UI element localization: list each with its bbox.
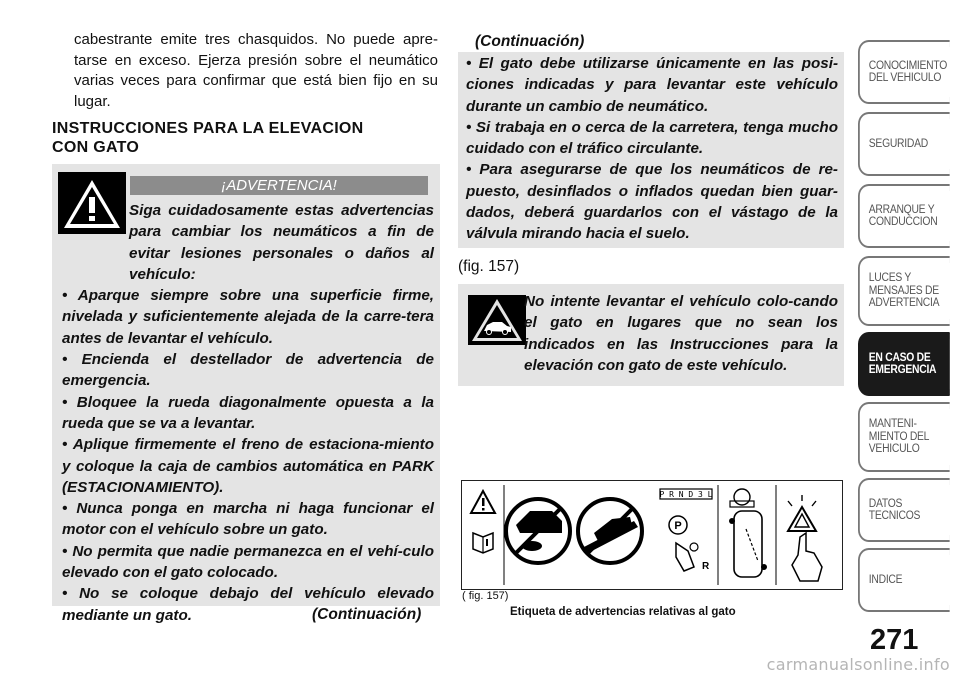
figure-number: ( fig. 157) xyxy=(462,590,509,602)
no-slope-jack-icon xyxy=(578,499,642,563)
tab-label-line: VEHICULO xyxy=(868,443,920,456)
continued-label: (Continuación) xyxy=(475,33,585,50)
tab-luces-y-mensajes[interactable] xyxy=(858,256,950,326)
warning-text xyxy=(62,200,434,626)
gear-selector-park-icon xyxy=(660,489,713,572)
tab-arranque-y-conduccion[interactable] xyxy=(858,184,950,248)
section-title xyxy=(52,119,432,157)
page-number: 271 xyxy=(870,624,919,656)
jack-position-icon xyxy=(729,489,767,577)
warning-continuation-text xyxy=(466,53,838,245)
warning-bullet: • Bloquee la rueda diagonalmente opuesta a la rueda que se va a levantar. xyxy=(62,393,434,432)
tab-label-line: MENSAJES DE xyxy=(868,284,939,297)
tab-label-line: ARRANQUE Y xyxy=(868,203,935,216)
jack-label-drawing xyxy=(462,481,842,589)
watermark: carmanualsonline.info xyxy=(766,655,950,674)
tab-label-line: MIENTO DEL xyxy=(868,430,930,443)
warning-bullet: • No permita que nadie permanezca en el vehí-culo elevado con el gato colocado. xyxy=(62,542,434,582)
warning-heading: ¡ADVERTENCIA! xyxy=(130,176,428,195)
tab-indice[interactable] xyxy=(858,548,950,612)
warning-bullet: • Encienda el destellador de advertencia de emergencia. xyxy=(62,351,434,390)
tab-label-line: TECNICOS xyxy=(868,510,921,522)
tab-mantenimiento-del-vehiculo[interactable] xyxy=(858,402,950,472)
reverse-symbol: R xyxy=(702,561,710,572)
tab-label-line: EN CASO DE xyxy=(868,351,931,364)
tab-label-line: DATOS xyxy=(868,497,903,510)
figure-reference: (fig. 157) xyxy=(458,258,520,275)
caution-text xyxy=(466,291,838,376)
no-crawl-under-vehicle-icon xyxy=(506,499,570,563)
continued-label: (Continuación) xyxy=(312,606,422,623)
tab-label-line: EMERGENCIA xyxy=(868,364,937,376)
section-title-line: INSTRUCCIONES PARA LA ELEVACION xyxy=(52,120,364,137)
tab-label-line: LUCES Y xyxy=(868,272,912,285)
gear-label: P R N D 3 L xyxy=(659,490,713,499)
tab-conocimiento-del-vehiculo[interactable] xyxy=(858,40,950,104)
manual-book-icon xyxy=(473,533,493,553)
warning-bullet: • Nunca ponga en marcha ni haga funcionar el motor con el vehículo sobre un gato. xyxy=(62,500,434,539)
hazard-flasher-icon xyxy=(788,495,822,581)
section-title-line: CON GATO xyxy=(52,139,140,156)
warning-bullet: • No se coloque debajo del vehículo elevado mediante un gato. xyxy=(62,585,434,624)
warning-bullet: • Si trabaja en o cerca de la carretera, tenga mucho cuidado con el tráfico circulante. xyxy=(466,118,838,158)
warning-bullet: • Para asegurarse de que los neumáticos de re-puesto, desinflados o inflados quedan bien guar-dados, deberá guardarlos con el vástago de la válvula mirando hacia el suelo. xyxy=(466,161,838,243)
warning-bullet: • Aplique firmemente el freno de estaciona-miento y coloque la caja de cambios automática en PARK (ESTACIONAMIENTO). xyxy=(62,436,434,496)
park-symbol: P xyxy=(674,520,682,532)
tab-label-line: MANTENI- xyxy=(868,418,917,431)
tab-label-line: INDICE xyxy=(868,573,903,586)
warning-bullet: • El gato debe utilizarse únicamente en las posi-ciones indicadas y para levantar este vehículo durante un cambio de neumático. xyxy=(466,55,838,115)
figure-caption: Etiqueta de advertencias relativas al gato xyxy=(510,606,736,618)
tab-label-line: CONDUCCION xyxy=(868,216,938,228)
tab-datos-tecnicos[interactable] xyxy=(858,478,950,542)
tab-seguridad[interactable] xyxy=(858,112,950,176)
tab-en-caso-de-emergencia[interactable] xyxy=(858,332,950,396)
caution-paragraph: No intente levantar el vehículo colo-cando el gato en lugares que no sean los indicados en las Instrucciones para la elevación con gato de este vehículo. xyxy=(524,293,838,374)
tab-label-line: ADVERTENCIA xyxy=(868,297,940,310)
tab-label-line: SEGURIDAD xyxy=(868,137,928,150)
warning-intro: Siga cuidadosamente estas advertencias para cambiar los neumáticos a fin de evitar lesiones personales o daños al vehículo: xyxy=(129,202,434,283)
warning-bullet: • Aparque siempre sobre una superficie firme, nivelada y suficientemente alejada de la carre-tera antes de levantar el vehículo. xyxy=(62,287,434,347)
tab-label-line: CONOCIMIENTO xyxy=(868,59,948,72)
tab-label-line: DEL VEHICULO xyxy=(868,72,942,84)
jack-warning-label-figure xyxy=(461,480,843,590)
continuation-paragraph: cabestrante emite tres chasquidos. No puede apre-tarse en exceso. Ejerza presión sobre el neumático varias veces para confirmar que está bien fijo en su lugar. xyxy=(74,31,438,110)
